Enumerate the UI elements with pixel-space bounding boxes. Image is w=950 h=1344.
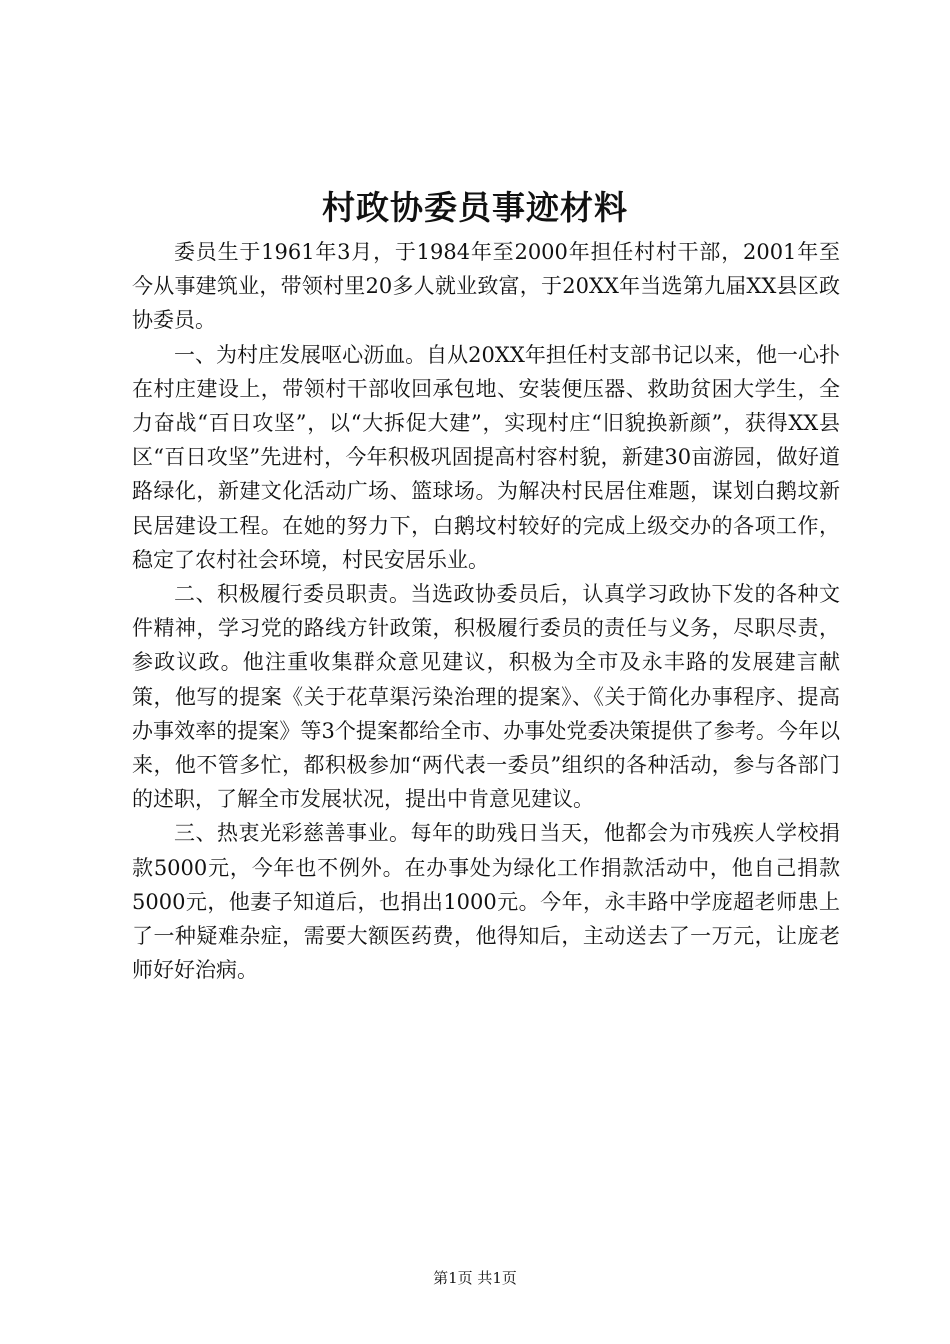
paragraph-section-1: 一、为村庄发展呕心沥血。自从20XX年担任村支部书记以来，他一心扑在村庄建设上，带领村干部收回承包地、安装便压器、救助贫困大学生，全力奋战“百日攻坚”，以“大拆促大建”，实现村庄“旧貌换新颜”，获得XX县区“百日攻坚”先进村，今年积极巩固提高村容村貌，新建30亩游园，做好道路绿化，新建文化活动广场、篮球场。为解决村民居住难题，谋划白鹅坟新民居建设工程。在她的努力下，白鹅坟村较好的完成上级交办的各项工作，稳定了农村社会环境，村民安居乐业。 xyxy=(132,342,840,572)
paragraph-section-2: 二、积极履行委员职责。当选政协委员后，认真学习政协下发的各种文件精神，学习党的路线方针政策，积极履行委员的责任与义务，尽职尽责，参政议政。他注重收集群众意见建议，积极为全市及永丰路的发展建言献策，他写的提案《关于花草渠污染治理的提案》、《关于简化办事程序、提高办事效率的提案》等3个提案都给全市、办事处党委决策提供了参考。今年以来，他不管多忙，都积极参加“两代表一委员”组织的各种活动，参与各部门的述职，了解全市发展状况，提出中肯意见建议。 xyxy=(132,582,840,812)
paragraph-intro: 委员生于1961年3月，于1984年至2000年担任村村干部，2001年至今从事建筑业，带领村里20多人就业致富，于20XX年当选第九届XX县区政协委员。 xyxy=(132,240,840,333)
paragraph-section-3: 三、热衷光彩慈善事业。每年的助残日当天，他都会为市残疾人学校捐款5000元，今年也不例外。在办事处为绿化工作捐款活动中，他自己捐款5000元，他妻子知道后，也捐出1000元。今年，永丰路中学庞超老师患上了一种疑难杂症，需要大额医药费，他得知后，主动送去了一万元，让庞老师好好治病。 xyxy=(132,821,840,983)
document-title: 村政协委员事迹材料 xyxy=(322,188,628,227)
document-body xyxy=(132,235,840,987)
page-footer: 第1页 共1页 xyxy=(433,1269,517,1287)
